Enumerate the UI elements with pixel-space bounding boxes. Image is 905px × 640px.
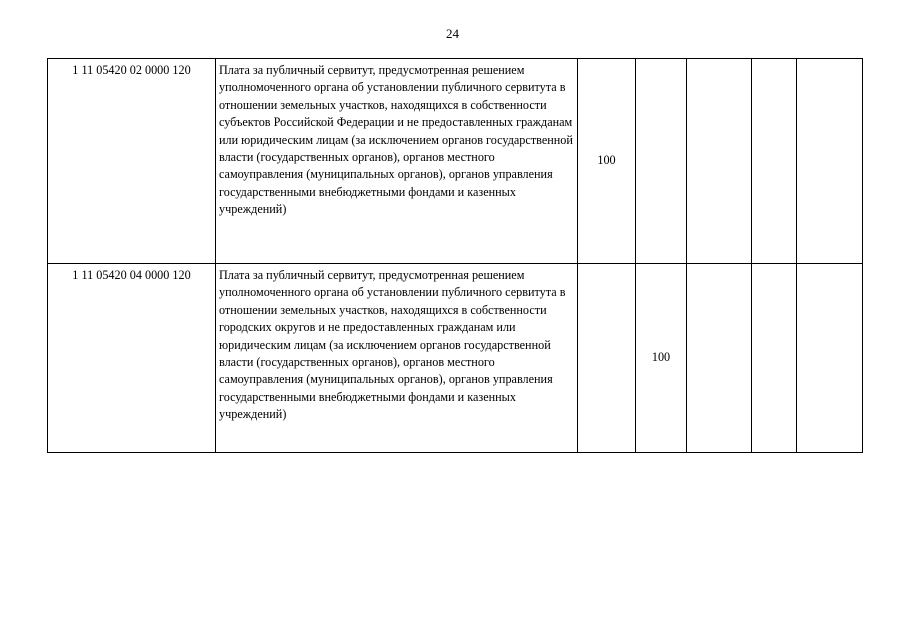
table-row	[48, 59, 863, 264]
share-percent-cell: 100	[636, 264, 687, 453]
revenue-description: Плата за публичный сервитут, предусмотренная решением уполномоченного органа об установлении публичного сервитута в отношении земельных участков, находящихся в собственности городских округов и не предоставленных гражданам или юридическим лицам (за исключением органов государственной власти (государственных органов), органов местного самоуправления (муниципальных органов), органов управления государственными внебюджетными фондами и казенных учреждений)	[216, 264, 578, 453]
page-number: 24	[446, 26, 459, 41]
share-percent-cell	[636, 59, 687, 264]
budget-classification-code: 1 11 05420 02 0000 120	[48, 59, 216, 264]
share-percent-cell	[752, 264, 797, 453]
share-percent-cell: 100	[578, 59, 636, 264]
budget-classification-code: 1 11 05420 04 0000 120	[48, 264, 216, 453]
table-row	[48, 264, 863, 453]
share-percent-cell	[578, 264, 636, 453]
budget-revenue-table	[47, 58, 863, 453]
share-percent-cell	[752, 59, 797, 264]
share-percent-cell	[687, 264, 752, 453]
share-percent-cell	[797, 264, 863, 453]
share-percent-cell	[797, 59, 863, 264]
share-percent-cell	[687, 59, 752, 264]
revenue-description: Плата за публичный сервитут, предусмотренная решением уполномоченного органа об установлении публичного сервитута в отношении земельных участков, находящихся в собственности субъектов Российской Федерации и не предоставленных гражданам или юридическим лицам (за исключением органов государственной власти (государственных органов), органов местного самоуправления (муниципальных органов), органов управления государственными внебюджетными фондами и казенных учреждений)	[216, 59, 578, 264]
